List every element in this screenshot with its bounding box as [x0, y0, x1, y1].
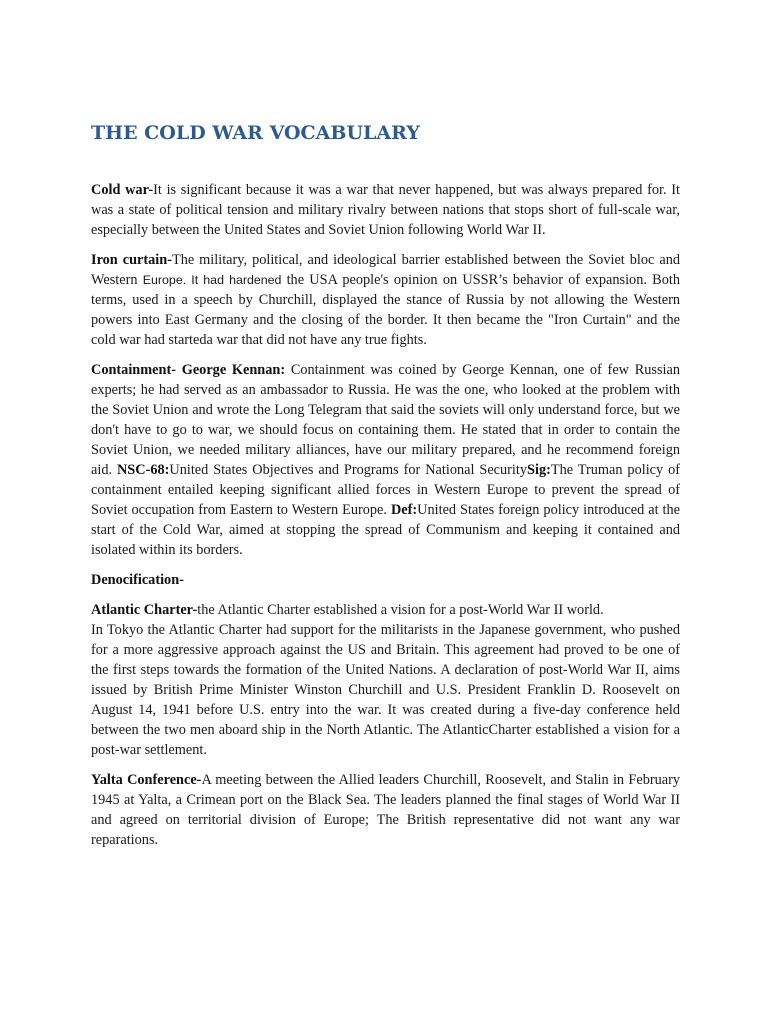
term-containment: Containment- George Kennan:: [91, 362, 286, 378]
label-def: Def:: [390, 502, 418, 518]
definition-sig: The Truman policy of containment entailed keeping significant allied forces in Western Europe to prevent the spread of Soviet occupation from Eastern to Western Europe.: [91, 462, 680, 518]
entry-cold-war: [91, 180, 680, 240]
definition-atlantic-charter-part-2: In Tokyo the Atlantic Charter had support for the militarists in the Japanese government, who pushed for a more aggressive approach against the US and Britain. This agreement had proved to be one of the first steps towards the formation of the United Nations. A declaration of post-World War II, aims issued by British Prime Minister Winston Churchill and U.S. President Franklin D. Roosevelt on August 14, 1941 before U.S. entry into the war. It was created during a five-day conference held between the two men aboard ship in the North Atlantic. The AtlanticCharter established a vision for a post-war settlement.: [91, 622, 680, 758]
term-yalta-conference: Yalta Conference-: [91, 772, 202, 788]
definition-nsc-68: United States Objectives and Programs for National Security: [169, 462, 528, 478]
entry-denocification: [91, 570, 680, 590]
label-nsc-68: NSC-68:: [116, 462, 170, 478]
vocabulary-list: [91, 180, 680, 860]
definition-containment: Containment was coined by George Kennan, one of few Russian experts; he had served as an ambassador to Russia. He was the one, who looked at the problem with the Soviet Union and wrote the Long Telegram that said the soviets will only understand force, but we don't have to go to war, we should focus on containing them. He stated that in order to contain the Soviet Union, we needed military alliances, have our military prepared, and he recommend foreign aid.: [91, 362, 680, 478]
definition-atlantic-charter-part-1: the Atlantic Charter established a vision for a post-World War II world.: [197, 602, 604, 618]
entry-atlantic-charter: [91, 600, 680, 760]
entry-yalta-conference: [91, 770, 680, 850]
definition-def: United States foreign policy introduced at the start of the Cold War, aimed at stopping the spread of Communism and keeping it contained and isolated within its borders.: [91, 502, 681, 558]
definition-iron-curtain-part-2: Europe. It had hardened: [142, 273, 287, 287]
definition-cold-war: It is significant because it was a war that never happened, but was always prepared for. It was a state of political tension and military rivalry between nations that stops short of full-scale war, especially between the United States and Soviet Union following World War II.: [91, 182, 680, 238]
definition-iron-curtain-part-1: The military, political, and ideological barrier established between the Soviet bloc and Western: [91, 252, 680, 288]
page-title: THE COLD WAR VOCABULARY: [91, 122, 420, 144]
term-atlantic-charter: Atlantic Charter-: [91, 602, 198, 618]
term-cold-war: Cold war-: [91, 182, 154, 198]
definition-iron-curtain-part-3: the USA people's opinion on USSR’s behavior of expansion. Both terms, used in a speech by Churchill, displayed the stance of Russia by not allowing the Western powers into East Germany and the closing of the border. It then became the "Iron Curtain" and the cold war had starteda war that did not have any true fights.: [91, 272, 680, 348]
entry-containment: [91, 360, 680, 560]
term-denocification: Denocification-: [91, 572, 184, 588]
label-sig: Sig:: [527, 462, 551, 478]
term-iron-curtain: Iron curtain-: [91, 252, 172, 268]
entry-iron-curtain: [91, 250, 680, 350]
definition-yalta-conference: A meeting between the Allied leaders Churchill, Roosevelt, and Stalin in February 1945 at Yalta, a Crimean port on the Black Sea. The leaders planned the final stages of World War II and agreed on territorial division of Europe; The British representative did not want any war reparations.: [91, 772, 681, 848]
